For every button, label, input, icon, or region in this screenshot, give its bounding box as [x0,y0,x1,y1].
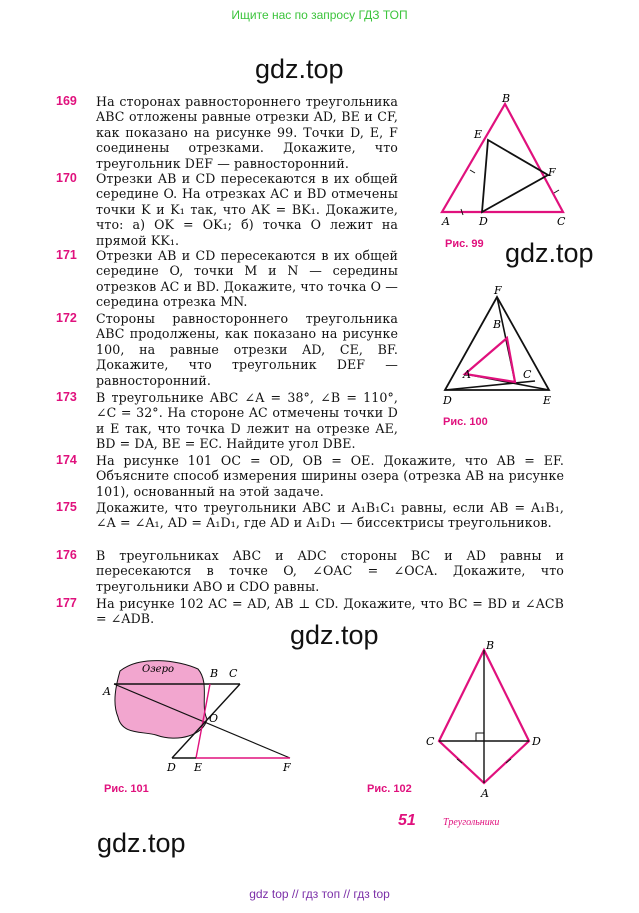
problem-text: На рисунке 101 OC = OD, OB = OE. Докажите, что AB = EF. Объясните способ измерения ширины озера (отрезка AB на рисунке 101), основанный на этой задаче. [96,453,564,499]
triangle-def [482,140,548,212]
label-a: A [442,215,450,228]
label-d: D [532,735,541,748]
label-e: E [194,761,203,774]
problem-number: 175 [56,500,77,514]
running-head: Треугольники [443,817,500,828]
problem-number: 172 [56,311,77,325]
label-o: O [209,712,219,725]
label-c: C [426,735,435,748]
lake-label: Озеро [142,664,174,675]
label-a: A [103,685,111,698]
label-d: D [443,394,452,407]
problem-text: В треугольнике ABC ∠A = 38°, ∠B = 110°, ∠C = 32°. На стороне AC отмечены точки D и E так, что точка D лежит на отрезке AE, BD = DA, BE = EC. Найдите угол DBE. [96,390,398,452]
label-b: B [210,667,219,680]
figure-101 [100,655,300,775]
label-b: B [493,318,502,331]
label-e: E [543,394,552,407]
problem-number: 174 [56,453,77,467]
problem-169 [56,94,398,171]
problem-text: На сторонах равностороннего треугольника ABC отложены равные отрезки AD, BE и CF, как показано на рисунке 99. Точки D, E, F соединены отрезками. Докажите, что треугольник DEF — равносторонний. [96,94,398,171]
label-d: D [167,761,176,774]
watermark: gdz.top [255,54,344,84]
problem-text: В треугольниках ABC и ADC стороны BC и AD равны и пересекаются в точке O, ∠OAC = ∠OCA. Докажите, что треугольники ABO и CDO равны. [96,548,564,594]
figure-102 [423,636,553,801]
page-number: 51 [398,812,416,829]
label-f: F [283,761,291,774]
problem-177 [56,596,564,627]
figure-caption: Рис. 101 [104,783,149,795]
label-b: B [486,639,495,652]
figure-caption: Рис. 99 [445,238,484,250]
label-f: F [548,166,556,179]
label-c: C [229,667,238,680]
footer-links[interactable]: gdz top // гдз топ // гдз top [249,887,390,901]
watermark: gdz.top [97,828,186,858]
label-e: E [474,128,483,141]
label-c: C [557,215,566,228]
problem-text: На рисунке 102 AC = AD, AB ⊥ CD. Докажите, что BC = BD и ∠ACB = ∠ADB. [96,596,564,627]
label-c: C [523,368,532,381]
problem-175 [56,500,564,531]
problem-number: 173 [56,390,77,404]
triangle-abc [442,104,563,212]
problem-176 [56,548,564,594]
problem-173 [56,390,398,452]
triangle-abc [465,338,515,382]
label-a: A [481,787,489,800]
figure-100 [437,282,567,410]
problem-170 [56,171,398,248]
watermark: gdz.top [505,238,594,268]
watermark: gdz.top [290,620,379,650]
figure-99 [435,90,575,230]
label-f: F [494,284,502,297]
label-b: B [502,92,511,105]
search-banner[interactable]: Ищите нас по запросу ГДЗ ТОП [231,8,408,22]
figure-caption: Рис. 100 [443,416,488,428]
problem-text: Стороны равностороннего треугольника ABC продолжены, как показано на рисунке 100, на равные отрезки AD, CE, BF. Докажите, что треугольник DEF — равносторонний. [96,311,398,388]
problem-number: 176 [56,548,77,562]
problem-text: Отрезки AB и CD пересекаются в их общей середине O. На отрезках AC и BD отмечены точки K и K₁ так, что AK = BK₁. Докажите, что: а) OK = OK₁; б) точка O лежит на прямой KK₁. [96,171,398,248]
label-a: A [463,368,471,381]
problem-174 [56,453,564,499]
figure-caption: Рис. 102 [367,783,412,795]
problem-text: Отрезки AB и CD пересекаются в их общей середине O, точки M и N — середины отрезков AC и BD. Докажите, что точка O — середина отрезка MN. [96,248,398,310]
triangle-def [445,297,549,390]
label-d: D [479,215,488,228]
problem-171 [56,248,398,310]
problem-number: 171 [56,248,77,262]
problem-text: Докажите, что треугольники ABC и A₁B₁C₁ равны, если AB = A₁B₁, ∠A = ∠A₁, AD = A₁D₁, где AD и A₁D₁ — биссектрисы треугольников. [96,500,564,531]
problem-172 [56,311,398,388]
problem-number: 177 [56,596,77,610]
problem-number: 170 [56,171,77,185]
problem-number: 169 [56,94,77,108]
